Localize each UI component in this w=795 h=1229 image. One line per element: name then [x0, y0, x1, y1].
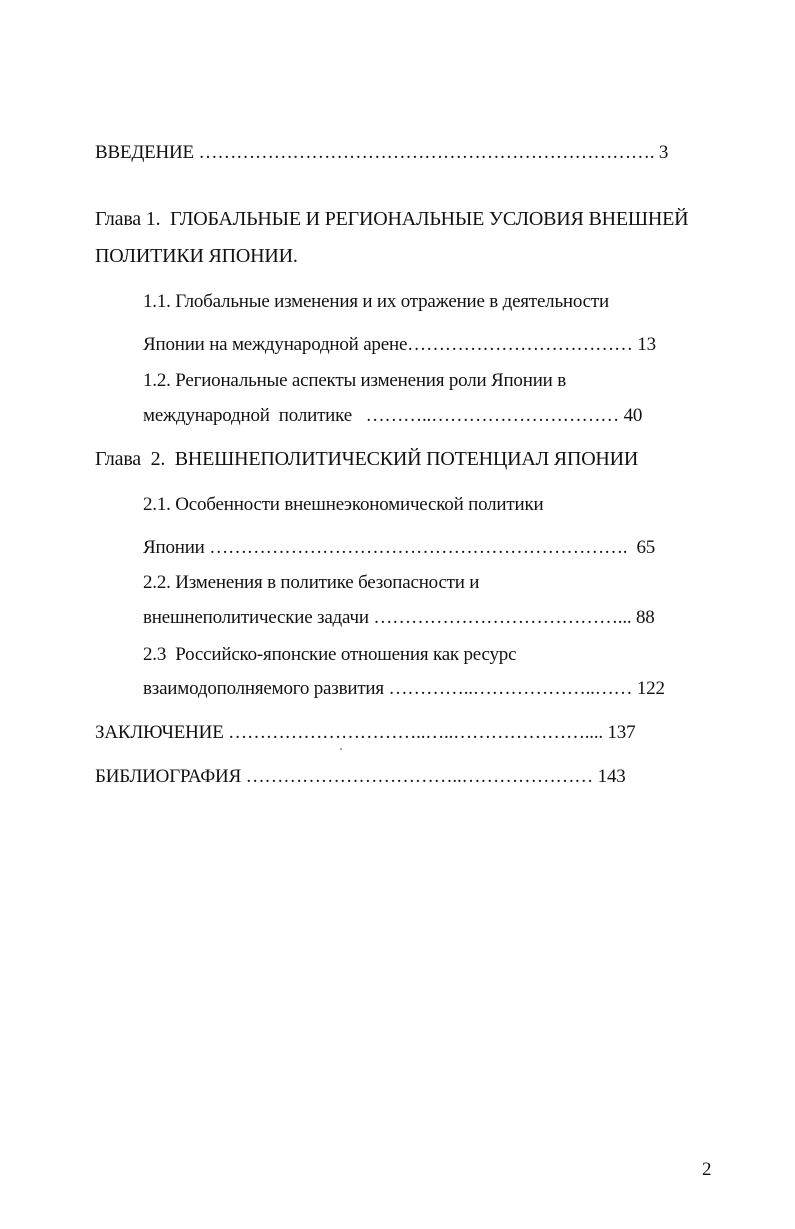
- scan-speck: [340, 748, 342, 750]
- toc-section-1-1-line-2: Японии на международной арене……………………………… 13: [143, 334, 656, 355]
- toc-entry-conclusion: ЗАКЛЮЧЕНИЕ …………………………..…..………………….... 137: [95, 722, 636, 743]
- toc-section-2-1-line-2: Японии …………………………………………………………. 65: [143, 537, 656, 558]
- toc-section-2-3-line-2: взаимодополняемого развития …………..………………..…… 122: [143, 678, 665, 699]
- toc-section-2-3-line-1: 2.3 Российско-японские отношения как ресурс: [143, 644, 517, 665]
- toc-section-1-2-line-1: 1.2. Региональные аспекты изменения роли Японии в: [143, 370, 566, 391]
- toc-chapter-1-title-line-2: ПОЛИТИКИ ЯПОНИИ.: [95, 245, 298, 267]
- toc-section-1-2-line-2: международной политике ………..………………………… 40: [143, 405, 643, 426]
- toc-section-1-1-line-1: 1.1. Глобальные изменения и их отражение в деятельности: [143, 291, 609, 312]
- toc-entry-bibliography: БИБЛИОГРАФИЯ ……………………………..………………… 143: [95, 766, 626, 787]
- toc-entry-introduction: ВВЕДЕНИЕ ………………………………………………………………. 3: [95, 142, 669, 163]
- toc-section-2-2-line-2: внешнеполитические задачи …………………………………... 88: [143, 607, 655, 628]
- page-number: 2: [702, 1159, 712, 1180]
- toc-section-2-1-line-1: 2.1. Особенности внешнеэкономической политики: [143, 494, 544, 515]
- toc-chapter-2-title: Глава 2. ВНЕШНЕПОЛИТИЧЕСКИЙ ПОТЕНЦИАЛ ЯПОНИИ: [95, 448, 639, 470]
- toc-chapter-1-title-line-1: Глава 1. ГЛОБАЛЬНЫЕ И РЕГИОНАЛЬНЫЕ УСЛОВИЯ ВНЕШНЕЙ: [95, 208, 689, 230]
- toc-section-2-2-line-1: 2.2. Изменения в политике безопасности и: [143, 572, 480, 593]
